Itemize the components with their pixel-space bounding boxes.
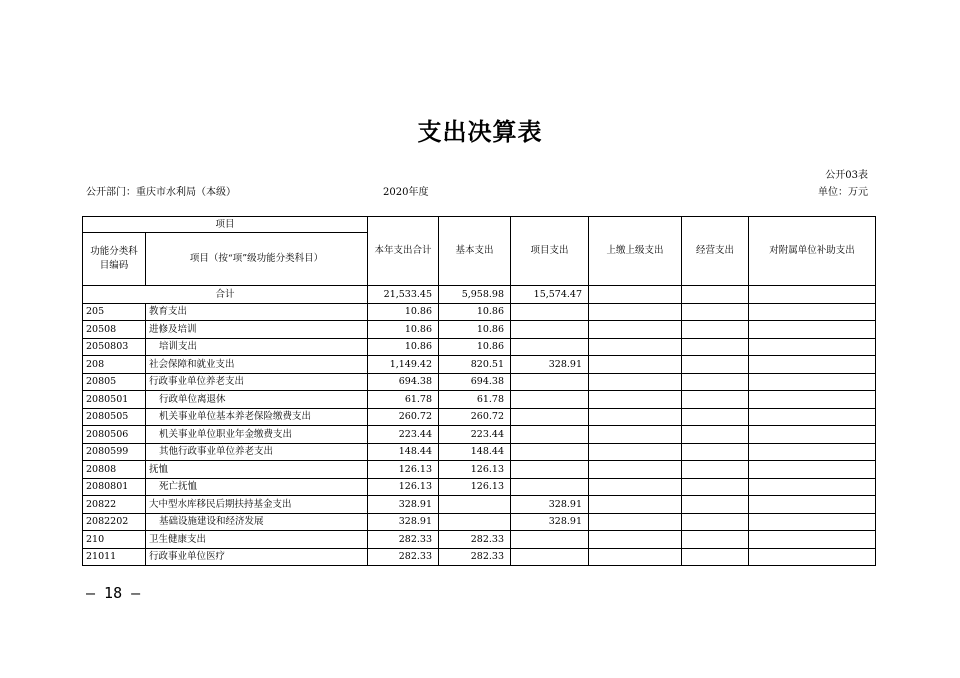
header-project: 项目 (83, 217, 368, 233)
row-proj (511, 408, 589, 426)
row-basic (439, 496, 511, 514)
row-sub (749, 426, 876, 444)
row-upper (589, 373, 682, 391)
row-basic: 10.86 (439, 321, 511, 339)
header-row-1 (83, 217, 876, 233)
row-total: 148.44 (368, 443, 439, 461)
row-code: 2080599 (83, 443, 146, 461)
table-row (83, 303, 876, 321)
row-proj (511, 338, 589, 356)
row-biz (682, 373, 749, 391)
row-code: 2080506 (83, 426, 146, 444)
row-sub (749, 496, 876, 514)
header-upper: 上缴上级支出 (589, 217, 682, 286)
unit-label: 单位：万元 (818, 187, 868, 198)
row-sub (749, 548, 876, 566)
row-proj (511, 548, 589, 566)
table-row (83, 478, 876, 496)
row-total: 126.13 (368, 461, 439, 479)
row-total: 694.38 (368, 373, 439, 391)
row-sub (749, 461, 876, 479)
row-total: 328.91 (368, 513, 439, 531)
row-total: 61.78 (368, 391, 439, 409)
row-proj: 328.91 (511, 513, 589, 531)
table-row (83, 548, 876, 566)
row-basic: 126.13 (439, 461, 511, 479)
table-row (83, 461, 876, 479)
row-basic: 223.44 (439, 426, 511, 444)
row-code: 2080505 (83, 408, 146, 426)
header-total: 本年支出合计 (368, 217, 439, 286)
row-basic: 694.38 (439, 373, 511, 391)
row-biz (682, 356, 749, 374)
row-biz (682, 548, 749, 566)
row-sub (749, 478, 876, 496)
row-upper (589, 531, 682, 549)
sum-label: 合计 (83, 286, 368, 304)
department-label: 公开部门：重庆市水利局（本级） (86, 187, 236, 198)
row-name: 行政事业单位养老支出 (146, 373, 368, 391)
sum-upper (589, 286, 682, 304)
row-total: 260.72 (368, 408, 439, 426)
row-proj (511, 303, 589, 321)
row-total: 282.33 (368, 531, 439, 549)
row-total: 126.13 (368, 478, 439, 496)
meta-line (86, 183, 874, 197)
sum-basic: 5,958.98 (439, 286, 511, 304)
row-sub (749, 321, 876, 339)
row-sub (749, 408, 876, 426)
row-upper (589, 478, 682, 496)
row-name: 死亡抚恤 (146, 478, 368, 496)
row-code: 20808 (83, 461, 146, 479)
row-upper (589, 321, 682, 339)
header-item: 项目（按“项”级功能分类科目） (146, 233, 368, 286)
row-name: 抚恤 (146, 461, 368, 479)
row-name: 培训支出 (146, 338, 368, 356)
row-basic: 820.51 (439, 356, 511, 374)
table-row (83, 426, 876, 444)
row-code: 210 (83, 531, 146, 549)
row-basic: 148.44 (439, 443, 511, 461)
row-code: 21011 (83, 548, 146, 566)
row-sub (749, 338, 876, 356)
row-name: 社会保障和就业支出 (146, 356, 368, 374)
table-row (83, 321, 876, 339)
row-biz (682, 496, 749, 514)
row-biz (682, 426, 749, 444)
row-name: 其他行政事业单位养老支出 (146, 443, 368, 461)
row-biz (682, 338, 749, 356)
row-sub (749, 373, 876, 391)
year-label: 2020年度 (383, 187, 429, 198)
row-upper (589, 513, 682, 531)
row-name: 教育支出 (146, 303, 368, 321)
table-row (83, 443, 876, 461)
row-proj: 328.91 (511, 356, 589, 374)
table-row (83, 531, 876, 549)
row-name: 卫生健康支出 (146, 531, 368, 549)
row-proj (511, 461, 589, 479)
sum-sub (749, 286, 876, 304)
table-row (83, 391, 876, 409)
sum-proj: 15,574.47 (511, 286, 589, 304)
row-upper (589, 548, 682, 566)
row-name: 机关事业单位基本养老保险缴费支出 (146, 408, 368, 426)
row-upper (589, 391, 682, 409)
table-row (83, 513, 876, 531)
row-biz (682, 531, 749, 549)
row-proj (511, 531, 589, 549)
row-basic: 260.72 (439, 408, 511, 426)
row-proj (511, 478, 589, 496)
row-total: 10.86 (368, 303, 439, 321)
row-upper (589, 356, 682, 374)
row-sub (749, 391, 876, 409)
row-biz (682, 391, 749, 409)
row-total: 1,149.42 (368, 356, 439, 374)
row-sub (749, 356, 876, 374)
row-name: 基础设施建设和经济发展 (146, 513, 368, 531)
table-row (83, 356, 876, 374)
row-code: 205 (83, 303, 146, 321)
row-name: 行政单位离退休 (146, 391, 368, 409)
row-total: 10.86 (368, 321, 439, 339)
row-code: 2050803 (83, 338, 146, 356)
header-basic: 基本支出 (439, 217, 511, 286)
row-name: 大中型水库移民后期扶持基金支出 (146, 496, 368, 514)
row-biz (682, 321, 749, 339)
row-name: 行政事业单位医疗 (146, 548, 368, 566)
row-sub (749, 513, 876, 531)
expenditure-table (82, 216, 876, 566)
row-code: 2080801 (83, 478, 146, 496)
row-code: 20508 (83, 321, 146, 339)
row-name: 机关事业单位职业年金缴费支出 (146, 426, 368, 444)
row-code: 2080501 (83, 391, 146, 409)
row-basic: 10.86 (439, 303, 511, 321)
row-sub (749, 531, 876, 549)
row-biz (682, 443, 749, 461)
row-total: 282.33 (368, 548, 439, 566)
table-row (83, 338, 876, 356)
sum-biz (682, 286, 749, 304)
row-basic: 282.33 (439, 531, 511, 549)
table-row (83, 408, 876, 426)
row-upper (589, 443, 682, 461)
row-basic: 282.33 (439, 548, 511, 566)
row-proj (511, 373, 589, 391)
header-proj: 项目支出 (511, 217, 589, 286)
row-basic (439, 513, 511, 531)
form-number: 公开03表 (825, 170, 868, 181)
row-code: 20805 (83, 373, 146, 391)
row-biz (682, 513, 749, 531)
header-sub: 对附属单位补助支出 (749, 217, 876, 286)
row-upper (589, 426, 682, 444)
row-code: 20822 (83, 496, 146, 514)
sum-total: 21,533.45 (368, 286, 439, 304)
row-proj (511, 426, 589, 444)
row-biz (682, 303, 749, 321)
row-basic: 10.86 (439, 338, 511, 356)
row-basic: 61.78 (439, 391, 511, 409)
sum-row (83, 286, 876, 304)
row-proj: 328.91 (511, 496, 589, 514)
row-name: 进修及培训 (146, 321, 368, 339)
row-upper (589, 408, 682, 426)
row-proj (511, 391, 589, 409)
row-upper (589, 338, 682, 356)
row-biz (682, 408, 749, 426)
row-code: 208 (83, 356, 146, 374)
row-upper (589, 496, 682, 514)
row-upper (589, 303, 682, 321)
row-proj (511, 443, 589, 461)
table-row (83, 373, 876, 391)
row-basic: 126.13 (439, 478, 511, 496)
row-proj (511, 321, 589, 339)
row-upper (589, 461, 682, 479)
header-code: 功能分类科目编码 (83, 233, 146, 286)
row-total: 328.91 (368, 496, 439, 514)
page-number: — 18 — (86, 584, 141, 602)
page-title: 支出决算表 (417, 117, 543, 146)
row-total: 10.86 (368, 338, 439, 356)
row-biz (682, 461, 749, 479)
header-biz: 经营支出 (682, 217, 749, 286)
table-row (83, 496, 876, 514)
row-total: 223.44 (368, 426, 439, 444)
row-sub (749, 303, 876, 321)
row-sub (749, 443, 876, 461)
row-code: 2082202 (83, 513, 146, 531)
row-biz (682, 478, 749, 496)
